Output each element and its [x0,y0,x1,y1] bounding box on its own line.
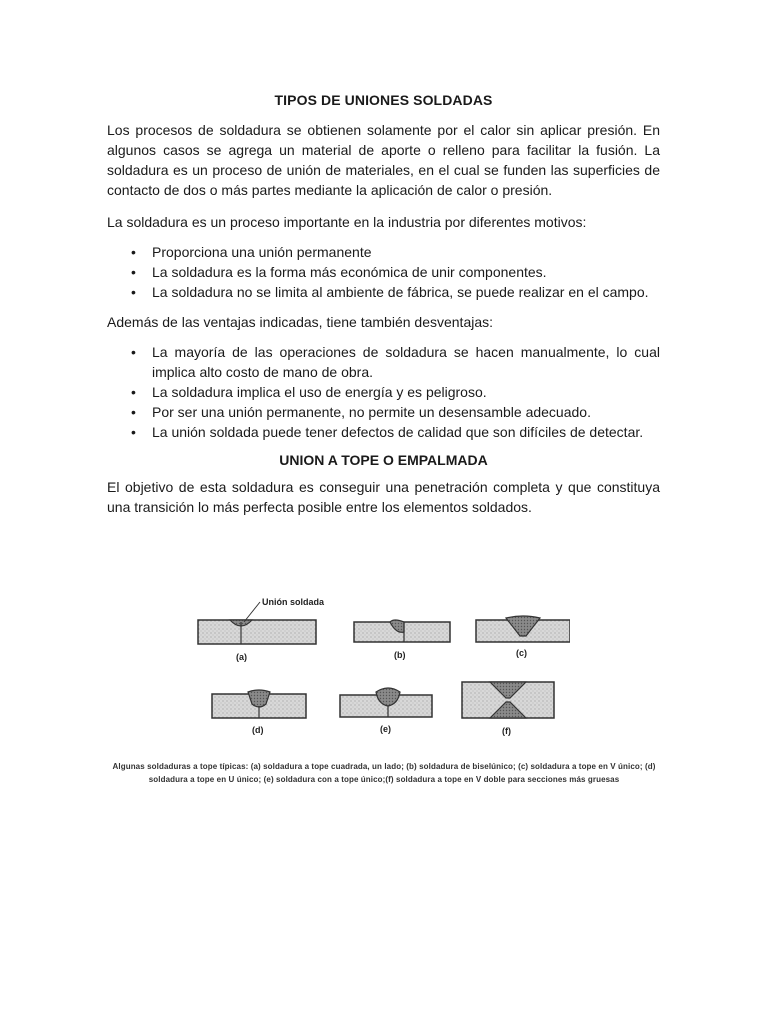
label-c: (c) [516,648,527,658]
label-e: (e) [380,724,391,734]
callout-label: Unión soldada [262,597,325,607]
label-f: (f) [502,726,511,736]
disadvantages-intro: Además de las ventajas indicadas, tiene también desventajas: [107,314,494,330]
text-column [107,92,660,529]
joint-f [462,682,554,736]
reasons-intro: La soldadura es un proceso importante en la industria por diferentes motivos: [107,214,587,230]
advantage-item: • La soldadura no se limita al ambiente de fábrica, se puede realizar en el campo. [152,282,660,302]
label-d: (d) [252,725,264,735]
disadvantage-item: • Por ser una unión permanente, no permite un desensamble adecuado. [152,402,660,422]
advantages-list [107,242,660,302]
advantage-item: • La soldadura es la forma más económica de unir componentes. [152,262,660,282]
label-a: (a) [236,652,247,662]
butt-weld-figure [190,592,570,742]
joint-c [476,616,570,658]
disadvantage-item: • La unión soldada puede tener defectos de calidad que son difíciles de detectar. [152,422,660,442]
section-title: UNION A TOPE O EMPALMADA [279,452,488,468]
intro-paragraph: Los procesos de soldadura se obtienen solamente por el calor sin aplicar presión. En algunos casos se agrega un material de aporte o relleno para facilitar la fusión. La soldadura es un proceso de unión de materiales, en el cual se funden las superficies de contacto de dos o más partes mediante la aplicación de calor o presión. [107,122,660,198]
joint-a [198,597,325,662]
section-paragraph: El objetivo de esta soldadura es conseguir una penetración completa y que constituya una transición lo más perfecta posible entre los elementos soldados. [107,479,660,515]
joint-d [212,690,306,735]
joint-b [354,620,450,660]
weld-diagram [190,592,570,742]
disadvantages-list [107,342,660,442]
disadvantage-item: • La soldadura implica el uso de energía y es peligroso. [152,382,660,402]
disadvantage-item: • La mayoría de las operaciones de soldadura se hacen manualmente, lo cual implica alto costo de mano de obra. [152,342,660,382]
joint-e [340,688,432,734]
label-b: (b) [394,650,406,660]
page-title: TIPOS DE UNIONES SOLDADAS [274,92,493,108]
advantage-item: • Proporciona una unión permanente [152,242,660,262]
figure-caption: Algunas soldaduras a tope típicas: (a) soldadura a tope cuadrada, un lado; (b) soldadura de biselúnico; (c) soldadura a tope en V único; (d) soldadura a tope en U único; (e) soldadura con a tope único;(f) soldadura a tope en V doble para secciones más gruesas [112,762,656,784]
